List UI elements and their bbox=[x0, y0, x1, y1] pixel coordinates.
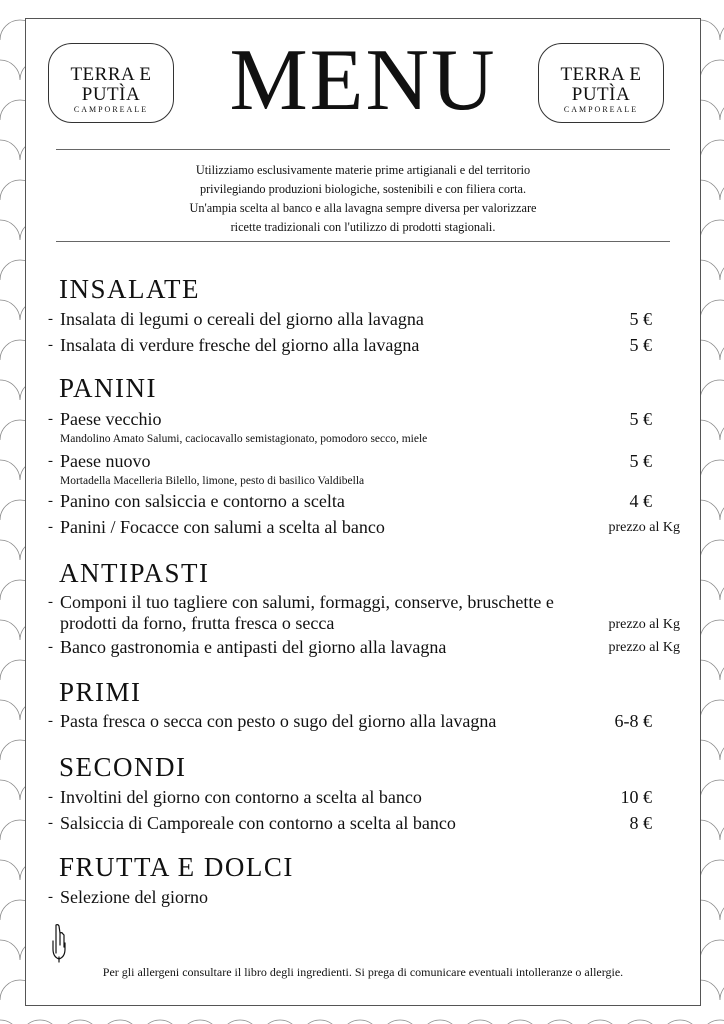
menu-item bbox=[48, 333, 680, 358]
item-price: prezzo al Kg bbox=[608, 520, 680, 535]
item-name: ‐ Involtini del giorno con contorno a scelta al banco bbox=[48, 785, 680, 810]
menu-item bbox=[48, 407, 680, 446]
menu-item bbox=[48, 885, 680, 910]
menu-item bbox=[48, 592, 680, 634]
item-description: Mandolino Amato Salumi, caciocavallo semistagionato, pomodoro secco, miele bbox=[60, 433, 428, 445]
item-description: Mortadella Macelleria Bilello, limone, pesto di basilico Valdibella bbox=[60, 475, 365, 487]
logo-subtitle: CAMPOREALE bbox=[563, 105, 639, 114]
section-title-secondi: SECONDI bbox=[59, 752, 187, 782]
item-name: ‐ Panini / Focacce con salumi a scelta al banco bbox=[48, 515, 680, 540]
menu-item bbox=[48, 709, 680, 734]
divider-bottom bbox=[56, 241, 670, 242]
allergen-notice: Per gli allergeni consultare il libro degli ingredienti. Si prega di comunicare eventuali intolleranze o allergie. bbox=[102, 965, 624, 979]
section-title-primi: PRIMI bbox=[59, 677, 142, 707]
item-price: prezzo al Kg bbox=[608, 640, 680, 655]
menu-item bbox=[48, 635, 680, 660]
item-price: prezzo al Kg bbox=[608, 617, 680, 632]
item-name: ‐ Banco gastronomia e antipasti del giorno alla lavagna bbox=[48, 635, 680, 660]
item-name: ‐ Paese nuovo bbox=[48, 449, 680, 474]
item-name: ‐ Salsiccia di Camporeale con contorno a scelta al banco bbox=[48, 811, 680, 836]
item-name: ‐ Componi il tuo tagliere con salumi, formaggi, conserve, bruschette e prodotti da forno, frutta fresca o secca bbox=[48, 592, 560, 634]
item-price: 5 € bbox=[629, 451, 652, 471]
menu-item bbox=[48, 811, 680, 836]
menu-item bbox=[48, 449, 680, 488]
item-name: ‐ Pasta fresca o secca con pesto o sugo del giorno alla lavagna bbox=[48, 709, 680, 734]
item-price: 8 € bbox=[629, 813, 652, 833]
divider-top bbox=[56, 149, 670, 150]
page-title: MENU bbox=[229, 32, 497, 129]
item-name: ‐ Paese vecchio bbox=[48, 407, 680, 432]
item-price: 5 € bbox=[629, 309, 652, 329]
section-title-antipasti: ANTIPASTI bbox=[59, 558, 210, 588]
logo-name: TERRA E PUTÌA bbox=[560, 64, 642, 105]
logo-subtitle: CAMPOREALE bbox=[73, 105, 149, 114]
section-title-insalate: INSALATE bbox=[59, 274, 200, 304]
item-name: ‐ Panino con salsiccia e contorno a scelta bbox=[48, 489, 680, 514]
section-title-panini: PANINI bbox=[59, 373, 158, 403]
section-title-frutta-e-dolci: FRUTTA E DOLCI bbox=[59, 852, 294, 882]
intro-line: privilegiando produzioni biologiche, sostenibili e con filiera corta. bbox=[199, 182, 527, 196]
menu-item bbox=[48, 515, 680, 540]
item-price: 4 € bbox=[629, 491, 652, 511]
logo-name: TERRA E PUTÌA bbox=[70, 64, 152, 105]
intro-line: Un'ampia scelta al banco e alla lavagna sempre diversa per valorizzare bbox=[189, 201, 537, 215]
item-price: 5 € bbox=[629, 335, 652, 355]
item-price: 6-8 € bbox=[614, 711, 652, 731]
menu-item bbox=[48, 785, 680, 810]
item-price: 10 € bbox=[620, 787, 652, 807]
pointing-hand-icon bbox=[50, 923, 68, 963]
menu-item bbox=[48, 489, 680, 514]
menu-item bbox=[48, 307, 680, 332]
item-price: 5 € bbox=[629, 409, 652, 429]
menu-page bbox=[25, 18, 701, 1006]
intro-line: Utilizziamo esclusivamente materie prime artigianali e del territorio bbox=[195, 163, 531, 177]
item-name: ‐ Insalata di verdure fresche del giorno alla lavagna bbox=[48, 333, 680, 358]
item-name: ‐ Selezione del giorno bbox=[48, 885, 680, 910]
intro-text bbox=[26, 161, 700, 237]
intro-line: ricette tradizionali con l'utilizzo di prodotti stagionali. bbox=[230, 220, 496, 234]
item-name: ‐ Insalata di legumi o cereali del giorno alla lavagna bbox=[48, 307, 680, 332]
